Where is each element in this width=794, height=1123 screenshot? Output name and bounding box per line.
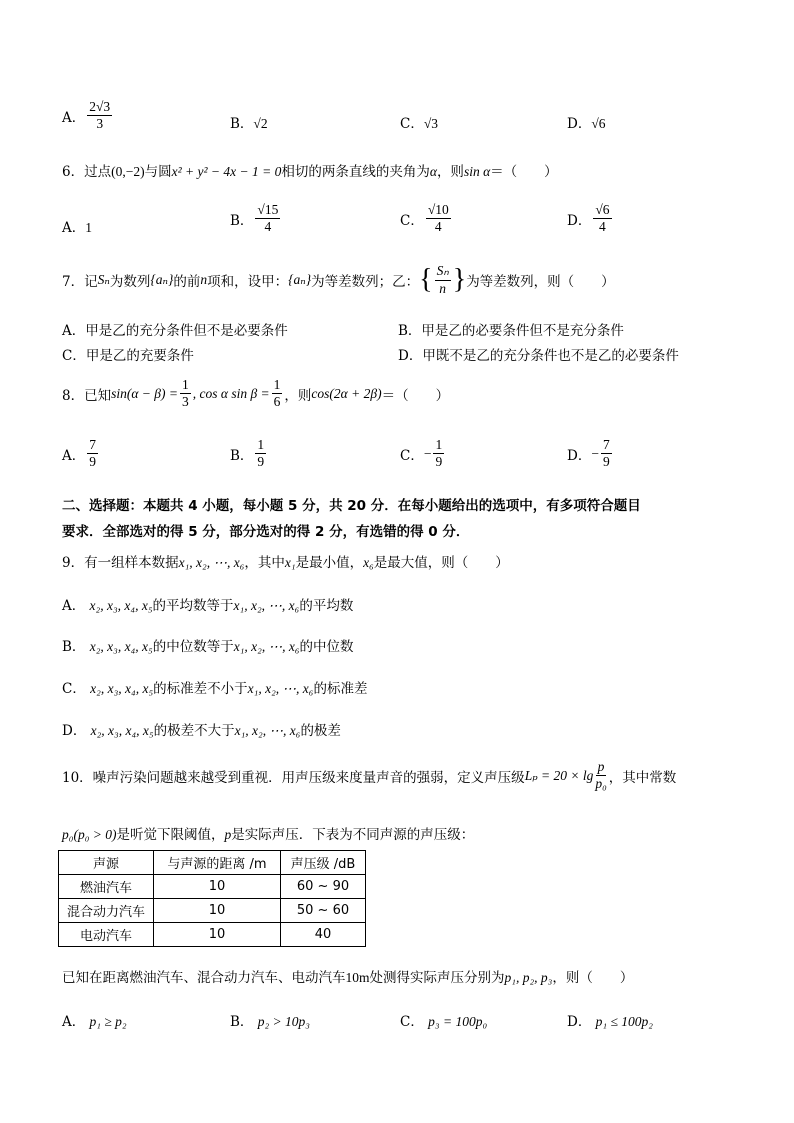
q7-option-c: C．甲是乙的充要条件 bbox=[62, 348, 194, 364]
table-cell: 50 ~ 60 bbox=[281, 899, 366, 923]
q9-option-a: A． x₂, x₃, x₄, x₅的平均数等于x₁, x₂, ⋯, x₆的平均数 bbox=[62, 598, 354, 614]
q10-stem: 10．噪声污染问题越来越受到重视．用声压级来度量声音的强弱，定义声压级 Lₚ = 20 × lg $\frac{p}{\text{p₀}}$ ，其中常数 bbox=[62, 759, 677, 792]
q7-option-b: B．甲是乙的必要条件但不是充分条件 bbox=[398, 323, 624, 339]
fraction: $\frac{1}{9}$ bbox=[257, 437, 265, 470]
table-cell: 混合动力汽车 bbox=[59, 899, 154, 923]
table-header: 声源 bbox=[59, 851, 154, 875]
q8-stem: 8．已知 sin(α − β) = $\frac{1}{3}$ , cos α sin β = $\frac{1}{6}$ ，则 cos(2α + 2β) ＝（ ） bbox=[62, 377, 450, 410]
q10-after-table: 已知在距离燃油汽车、混合动力汽车、电动汽车10m处测得实际声压分别为p₁, p₂, p₃，则（ ） bbox=[62, 970, 634, 986]
table-row bbox=[59, 875, 366, 899]
q10-option-b: B． p₂ > 10p₃ bbox=[230, 1014, 310, 1030]
q8-option-b: B． $\frac{1}{9}$ bbox=[230, 437, 265, 470]
q10-option-a: A． p₁ ≥ p₂ bbox=[62, 1014, 127, 1030]
q9-option-b: B． x₂, x₃, x₄, x₅的中位数等于x₁, x₂, ⋯, x₆的中位数 bbox=[62, 639, 354, 655]
q5-option-c: C．√3 bbox=[400, 116, 439, 132]
fraction: $\frac{7}{9}$ bbox=[89, 437, 96, 470]
fraction: $\frac{√6}{4}$ bbox=[595, 202, 610, 235]
q10-option-d: D． p₁ ≤ 100p₂ bbox=[567, 1014, 653, 1030]
option-letter: A． bbox=[62, 109, 86, 126]
q6-option-d: D． $\frac{√6}{4}$ bbox=[567, 202, 610, 235]
fraction: $\frac{1}{9}$ bbox=[435, 437, 443, 470]
q9-stem: 9．有一组样本数据x₁, x₂, ⋯, x₆，其中x₁是最小值，x₆是最大值，则（ ） bbox=[62, 555, 509, 571]
fraction: $\frac{1}{3}$ bbox=[182, 377, 189, 410]
fraction: $\frac{\text{Sₙ}}{n}$ bbox=[436, 263, 449, 296]
table-cell: 10 bbox=[154, 899, 281, 923]
sound-source-table bbox=[58, 850, 366, 947]
left-brace: { bbox=[419, 264, 433, 295]
right-brace: } bbox=[452, 264, 467, 295]
q8-option-d: D． − $\frac{7}{9}$ bbox=[567, 437, 610, 470]
q8-option-a: A． $\frac{7}{9}$ bbox=[62, 437, 96, 470]
fraction: $\frac{√10}{4}$ bbox=[427, 202, 449, 235]
section-heading-line2: 要求．全部选对的得 5 分，部分选对的得 2 分，有选错的得 0 分． bbox=[62, 524, 470, 540]
fraction: $\frac{2√3}{3}$ bbox=[89, 99, 111, 132]
table-header: 声压级 /dB bbox=[281, 851, 366, 875]
q9-option-c: C． x₂, x₃, x₄, x₅的标准差不小于x₁, x₂, ⋯, x₆的标准差 bbox=[62, 681, 368, 697]
q9-option-d: D． x₂, x₃, x₄, x₅的极差不大于x₁, x₂, ⋯, x₆的极差 bbox=[62, 723, 341, 739]
table-cell: 电动汽车 bbox=[59, 923, 154, 947]
q7-option-d: D．甲既不是乙的充分条件也不是乙的必要条件 bbox=[398, 348, 679, 364]
table-row bbox=[59, 899, 366, 923]
table-header: 与声源的距离 /m bbox=[154, 851, 281, 875]
table-cell: 燃油汽车 bbox=[59, 875, 154, 899]
q10-option-c: C． p₃ = 100p₀ bbox=[400, 1014, 488, 1030]
table-row bbox=[59, 923, 366, 947]
section-heading-line1: 二、选择题：本题共 4 小题，每小题 5 分，共 20 分．在每小题给出的选项中，有多项符合题目 bbox=[62, 498, 641, 514]
table-cell: 10 bbox=[154, 923, 281, 947]
fraction: $\frac{p}{\text{p₀}}$ bbox=[595, 759, 607, 792]
fraction: $\frac{7}{9}$ bbox=[602, 437, 610, 470]
q6-option-b: B． $\frac{√15}{4}$ bbox=[230, 202, 279, 235]
table-cell: 10 bbox=[154, 875, 281, 899]
q7-option-a: A．甲是乙的充分条件但不是必要条件 bbox=[62, 323, 288, 339]
table-header-row bbox=[59, 851, 366, 875]
table-cell: 40 bbox=[281, 923, 366, 947]
q5-option-d: D．√6 bbox=[567, 116, 606, 132]
q5-option-b: B．√2 bbox=[230, 116, 268, 132]
fraction: $\frac{√15}{4}$ bbox=[257, 202, 279, 235]
q5-option-a bbox=[62, 100, 114, 131]
table-cell: 60 ~ 90 bbox=[281, 875, 366, 899]
q6-option-a: A．1 bbox=[62, 220, 92, 236]
q6-option-c: C． $\frac{√10}{4}$ bbox=[400, 202, 449, 235]
fraction: $\frac{1}{6}$ bbox=[273, 377, 281, 410]
q10-line2: p₀(p₀ > 0)是听觉下限阈值，p是实际声压．下表为不同声源的声压级： bbox=[62, 827, 475, 843]
q7-stem: 7．记 Sₙ 为数列 {aₙ} 的前 n 项和，设甲： {aₙ} 为等差数列；乙： { $\frac{\text{Sₙ}}{n}$ } 为等差数列，则（ ） bbox=[62, 263, 615, 296]
q6-stem: 6．过点(0,−2)与圆x² + y² − 4x − 1 = 0相切的两条直线的夹角为α，则sin α＝（ ） bbox=[62, 164, 558, 180]
q8-option-c: C． − $\frac{1}{9}$ bbox=[400, 437, 443, 470]
